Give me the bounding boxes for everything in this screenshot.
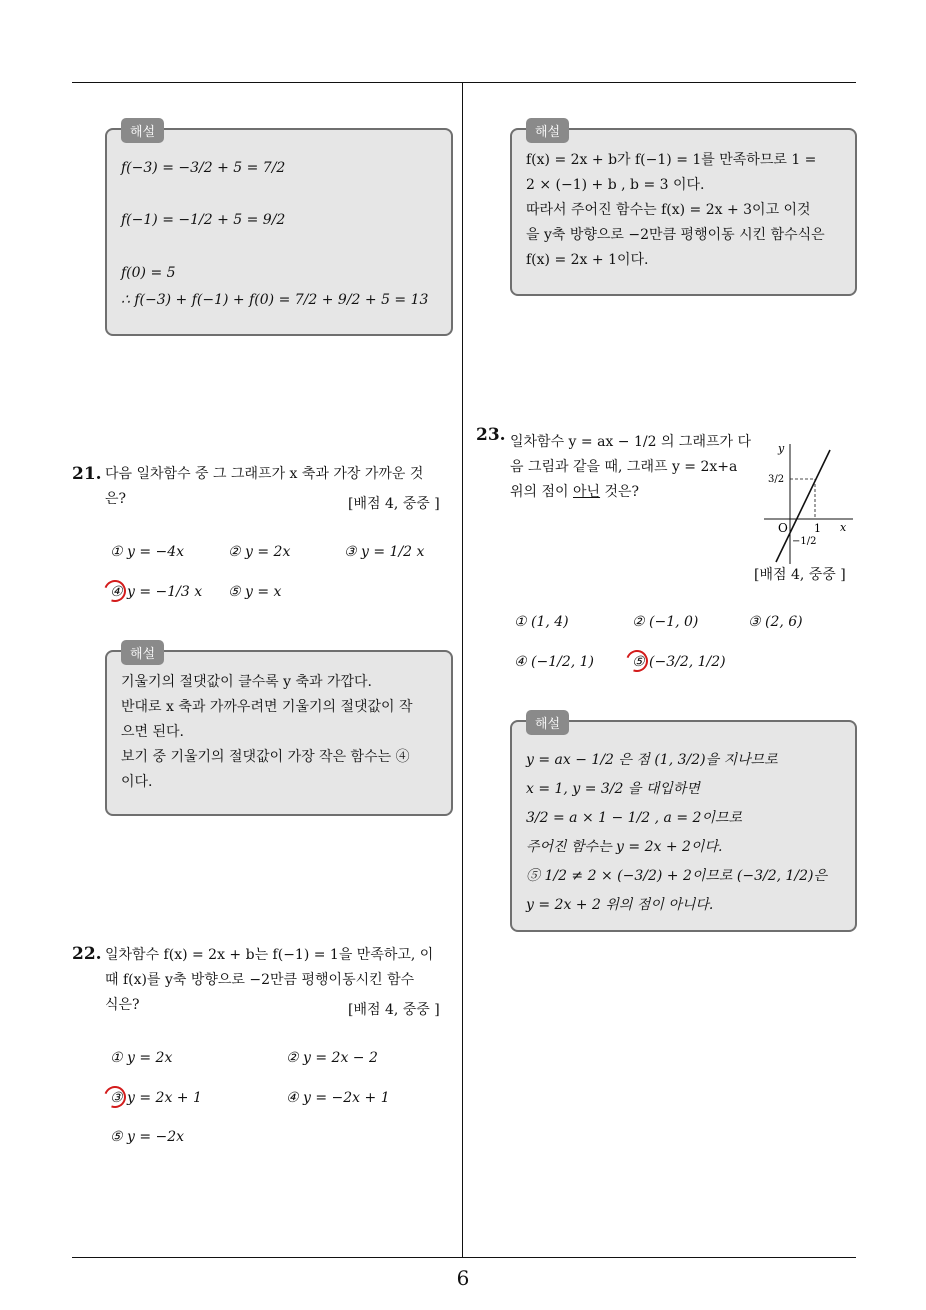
q22-solution-line-5: f(x) = 2x + 1이다. — [526, 252, 649, 268]
solution-tab: 해설 — [526, 710, 569, 735]
q23-text-line-2: 음 그림과 같을 때, 그래프 y = 2x+a — [510, 459, 738, 475]
bottom-rule — [72, 1257, 856, 1258]
q23-underline-word: 아닌 — [573, 484, 601, 500]
q21-solution-line-5: 이다. — [121, 774, 153, 790]
q23-text — [510, 430, 760, 505]
q23-choice-4[interactable]: ④ (−1/2, 1) — [514, 654, 594, 670]
q21-text-line-2: 은? — [105, 491, 127, 507]
q21-solution-line-1: 기울기의 절댓값이 클수록 y 축과 가깝다. — [121, 674, 372, 690]
q21-meta: [배점 4, 중중 ] — [348, 496, 440, 512]
q23-solution-line-1: y = ax − 1/2 은 점 (1, 3/2)을 지나므로 — [526, 752, 778, 768]
q23-number: 23. — [476, 425, 506, 445]
graph-y-label: y — [778, 442, 785, 455]
q22-choice-2[interactable]: ② y = 2x − 2 — [286, 1050, 378, 1066]
q21-number: 21. — [72, 464, 102, 484]
q23-choice-5[interactable]: ⑤ (−3/2, 1/2) — [632, 654, 726, 670]
q20-solution-line-1: f(−3) = −3/2 + 5 = 7/2 — [121, 160, 286, 176]
q21-choice-4[interactable]: ④ y = −1/3 x — [110, 584, 203, 600]
q21-text-line-1: 다음 일차함수 중 그 그래프가 x 축과 가장 가까운 것 — [105, 466, 424, 482]
top-rule — [72, 82, 856, 83]
q22-text-line-3: 식은? — [105, 997, 140, 1013]
q23-solution-line-2: x = 1, y = 3/2 을 대입하면 — [526, 781, 700, 797]
q23-meta: [배점 4, 중중 ] — [754, 567, 846, 583]
q21-choice-2[interactable]: ② y = 2x — [228, 544, 291, 560]
graph-x-label: x — [840, 521, 847, 534]
q22-choice-1[interactable]: ① y = 2x — [110, 1050, 173, 1066]
q22-number: 22. — [72, 944, 102, 964]
q21-answer-circle — [100, 576, 129, 605]
q22-choice-5[interactable]: ⑤ y = −2x — [110, 1129, 185, 1145]
q21-solution-line-2: 반대로 x 축과 가까우려면 기울기의 절댓값이 작 — [121, 699, 413, 715]
solution-tab: 해설 — [121, 118, 164, 143]
page-number: 6 — [456, 1266, 470, 1290]
q23-text-line-1: 일차함수 y = ax − 1/2 의 그래프가 다 — [510, 434, 751, 450]
q20-solution-box — [105, 125, 453, 336]
q20-solution-line-3: f(0) = 5 — [121, 265, 176, 281]
column-divider — [462, 82, 463, 1258]
q22-solution-line-3: 따라서 주어진 함수는 f(x) = 2x + 3이고 이것 — [526, 202, 811, 218]
q21-solution-text — [121, 670, 439, 795]
q21-solution-box — [105, 647, 453, 816]
graph-origin: O — [778, 521, 788, 535]
solution-tab: 해설 — [121, 640, 164, 665]
q22-text-line-1: 일차함수 f(x) = 2x + b는 f(−1) = 1을 만족하고, 이 — [105, 947, 434, 963]
q22-meta: [배점 4, 중중 ] — [348, 1002, 440, 1018]
q23-solution-text — [526, 746, 843, 920]
q22-solution-line-4: 을 y축 방향으로 −2만큼 평행이동 시킨 함수식은 — [526, 227, 825, 243]
q21-choice-1[interactable]: ① y = −4x — [110, 544, 185, 560]
q21-solution-line-4: 보기 중 기울기의 절댓값이 가장 작은 함수는 ④ — [121, 749, 410, 765]
q21-choice-5[interactable]: ⑤ y = x — [228, 584, 282, 600]
q22-answer-circle — [100, 1082, 129, 1111]
q23-solution-line-3: 3/2 = a × 1 − 1/2 , a = 2이므로 — [526, 810, 743, 826]
q22-choice-3[interactable]: ③ y = 2x + 1 — [110, 1090, 202, 1106]
q20-solution-line-4: ∴ f(−3) + f(−1) + f(0) = 7/2 + 9/2 + 5 = 13 — [121, 292, 429, 308]
q23-solution-line-5: ⑤ 1/2 ≠ 2 × (−3/2) + 2이므로 (−3/2, 1/2)은 — [526, 868, 828, 884]
graph-y-tick: 3/2 — [768, 474, 785, 485]
q22-solution-text — [526, 148, 843, 273]
graph-x-tick: 1 — [814, 522, 821, 535]
graph-y-intercept: −1/2 — [792, 536, 817, 547]
q23-solution-line-4: 주어진 함수는 y = 2x + 2이다. — [526, 839, 723, 855]
q23-choice-3[interactable]: ③ (2, 6) — [748, 614, 803, 630]
solution-tab: 해설 — [526, 118, 569, 143]
q21-choice-3[interactable]: ③ y = 1/2 x — [344, 544, 425, 560]
q23-choice-1[interactable]: ① (1, 4) — [514, 614, 569, 630]
q22-text-line-2: 때 f(x)를 y축 방향으로 −2만큼 평행이동시킨 함수 — [105, 972, 415, 988]
q23-choice-2[interactable]: ② (−1, 0) — [632, 614, 699, 630]
q23-graph — [758, 436, 858, 566]
q22-solution-line-2: 2 × (−1) + b , b = 3 이다. — [526, 177, 705, 193]
q21-solution-line-3: 으면 된다. — [121, 724, 184, 740]
q23-solution-box — [510, 717, 857, 932]
q23-text-line-3: 위의 점이 아닌 것은? — [510, 484, 640, 500]
q23-answer-circle — [622, 646, 651, 675]
q22-choice-4[interactable]: ④ y = −2x + 1 — [286, 1090, 390, 1106]
q23-solution-line-6: y = 2x + 2 위의 점이 아니다. — [526, 897, 714, 913]
q20-solution-line-2: f(−1) = −1/2 + 5 = 9/2 — [121, 212, 286, 228]
q22-solution-box — [510, 125, 857, 296]
q22-solution-line-1: f(x) = 2x + b가 f(−1) = 1를 만족하므로 1 = — [526, 152, 817, 168]
